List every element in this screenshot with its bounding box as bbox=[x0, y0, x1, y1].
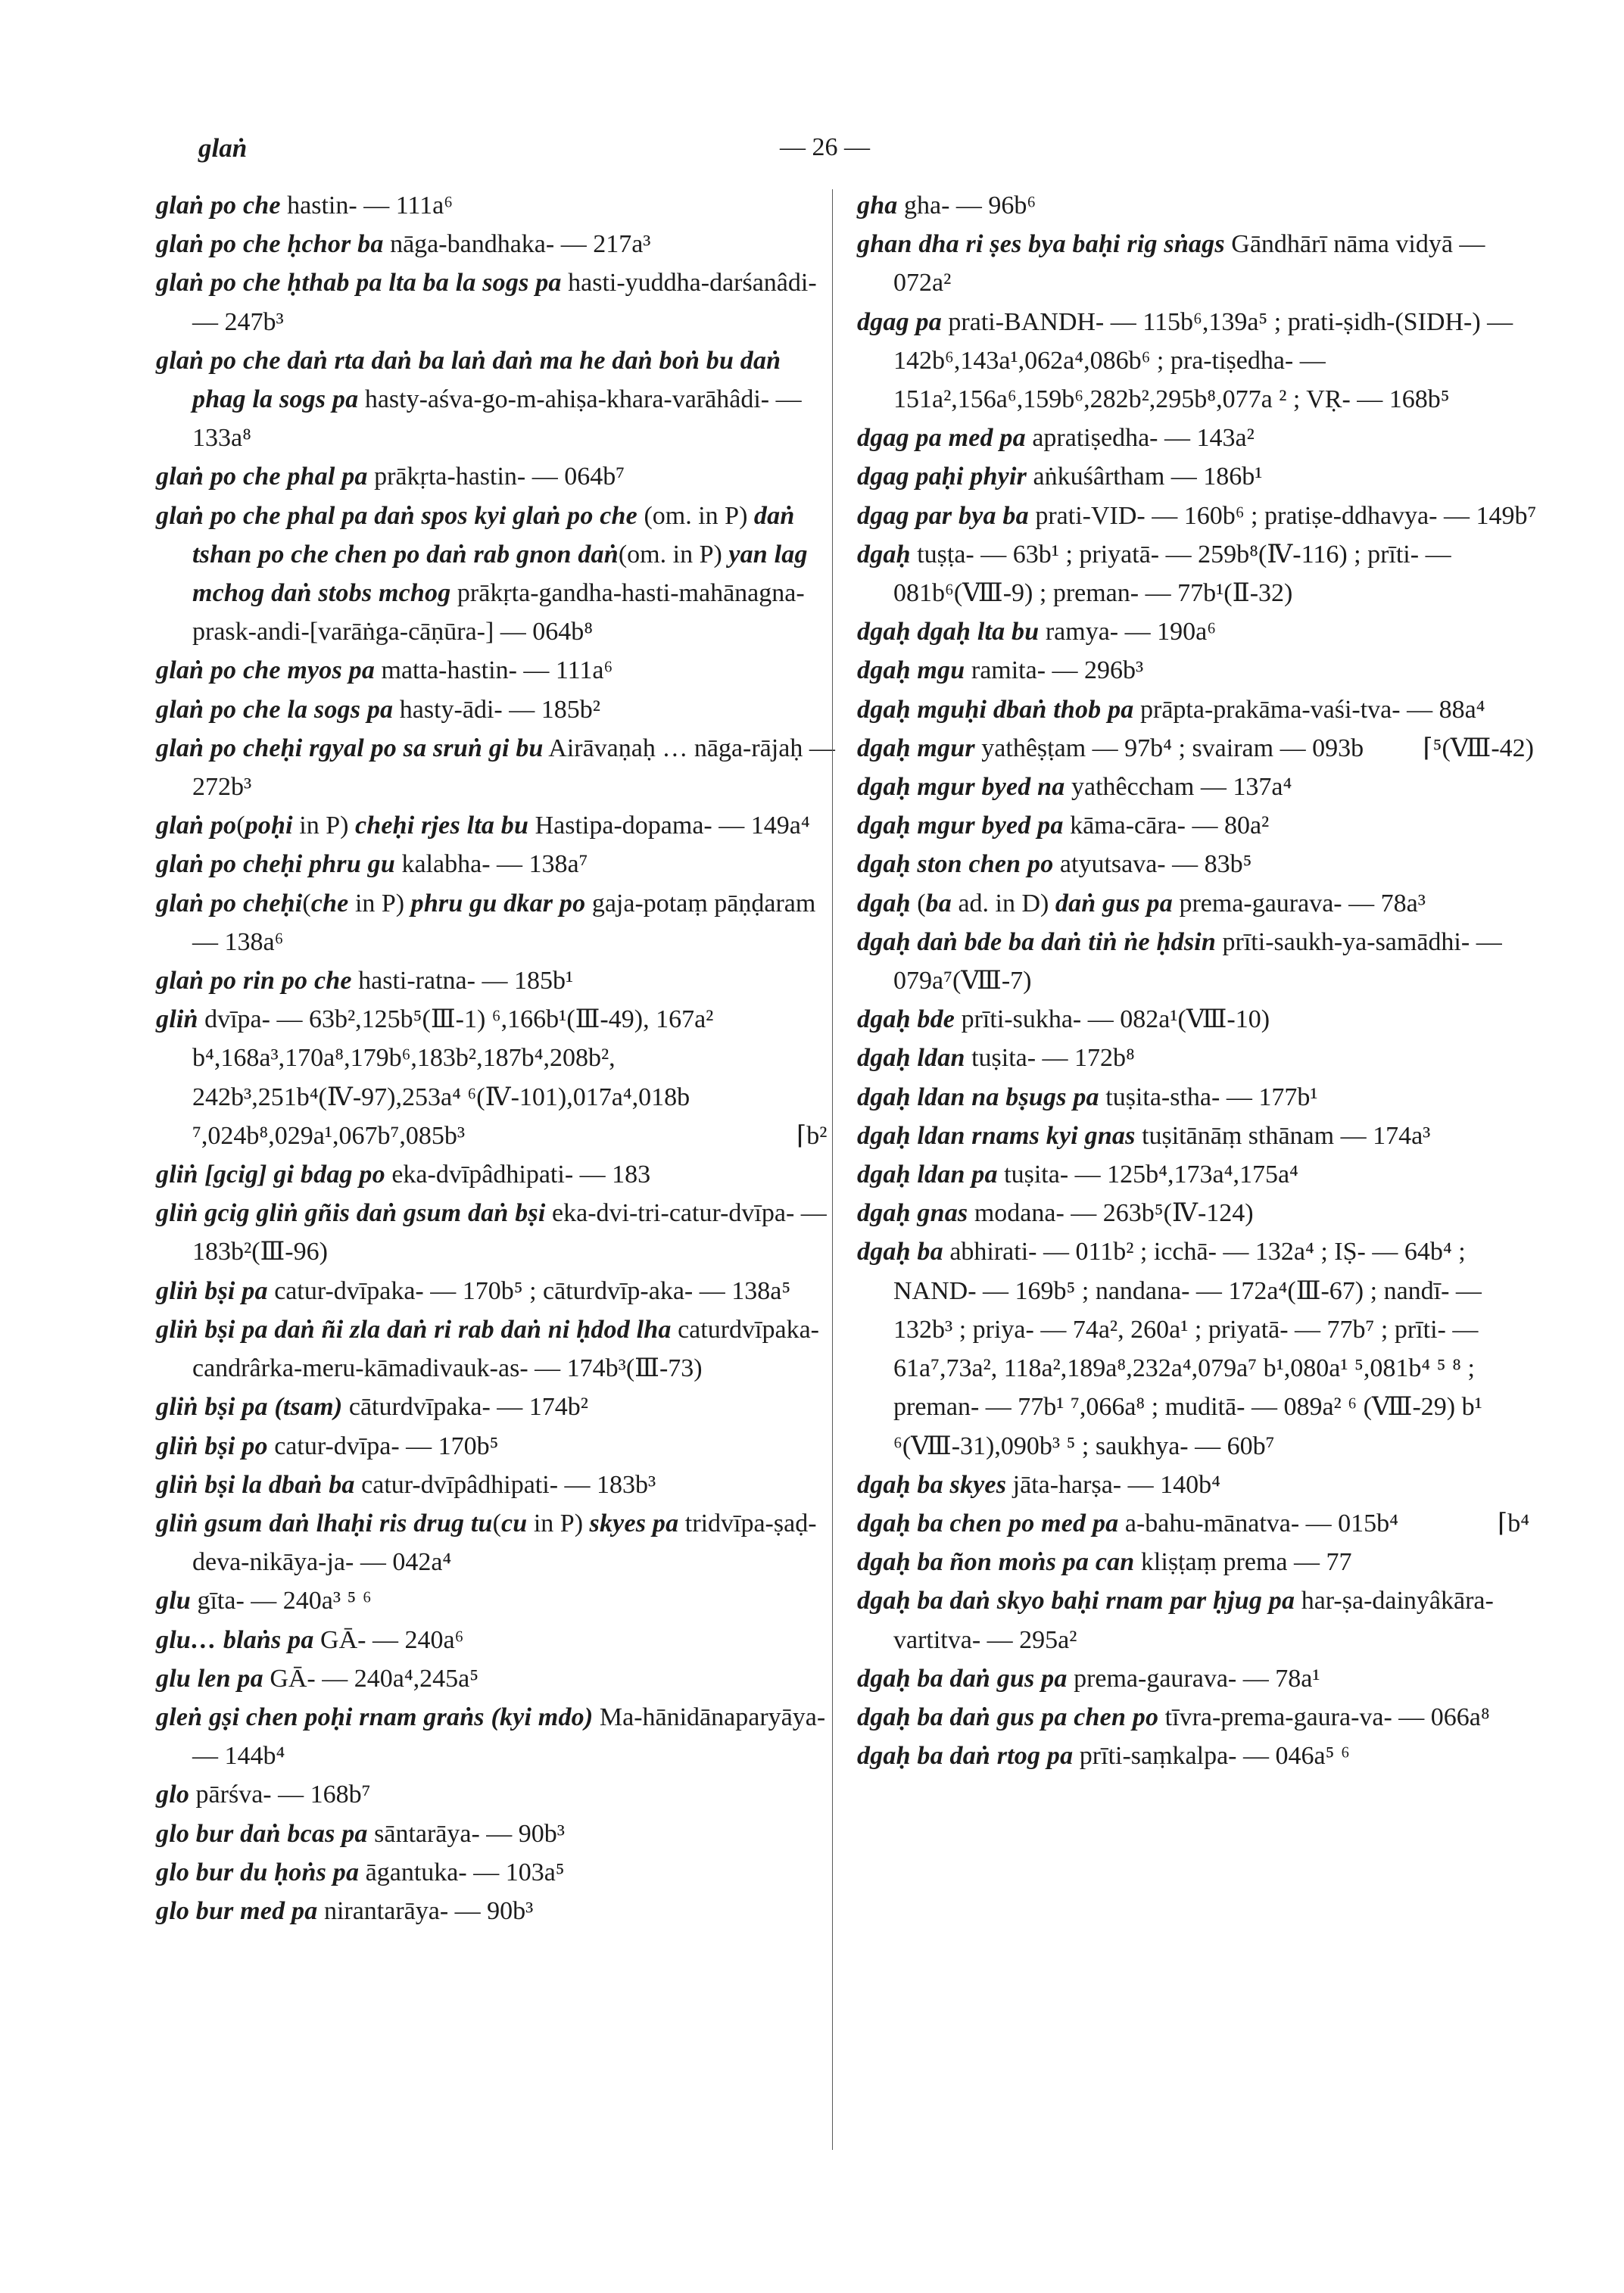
dictionary-entry bbox=[857, 806, 1538, 845]
sanskrit-equivalent: hasty-aśva-go-m-ahiṣa-khara-varāhâdi- — 133a⁸ bbox=[192, 385, 802, 453]
right-column bbox=[857, 186, 1538, 1775]
sanskrit-equivalent: har-ṣa-dainyâkāra-vartitva- — 295a² bbox=[893, 1587, 1494, 1654]
headword: glaṅ po che ḥchor ba bbox=[156, 230, 384, 259]
sanskrit-equivalent: gha- — 96b⁶ bbox=[897, 192, 1036, 220]
headword: dgaḥ ldan pa bbox=[857, 1161, 998, 1189]
dictionary-entry bbox=[857, 1078, 1538, 1117]
sanskrit-equivalent: dvīpa- — 63b²,125b⁵(Ⅲ-1) ⁶,166b¹(Ⅲ-49), 167a² b⁴,168a³,170a⁸,179b⁶,183b²,187b⁴,208b², 242b³,251b⁴(Ⅳ-97),253a⁴ ⁶(Ⅳ-101),017a⁴,018b ⁷,024b⁸,029a¹,067b⁷,085b³ bbox=[192, 1005, 714, 1150]
headword: dgaḥ mgu bbox=[857, 656, 965, 685]
dictionary-entry bbox=[156, 1621, 837, 1659]
sanskrit-equivalent: aṅkuśârtham — 186b¹ bbox=[1027, 463, 1263, 491]
headword: glaṅ po cheḥi rgyal po sa sruṅ gi bu bbox=[156, 734, 544, 762]
sanskrit-equivalent: prīti-saukh-ya-samādhi- — 079a⁷(Ⅷ-7) bbox=[893, 927, 1502, 995]
sanskrit-equivalent: GĀ- — 240a⁶ bbox=[313, 1625, 464, 1654]
headword-note: ( bbox=[910, 889, 926, 918]
dictionary-entry bbox=[156, 263, 837, 341]
dictionary-entry bbox=[156, 961, 837, 1000]
dictionary-entry bbox=[156, 1853, 837, 1892]
headword: gliṅ bṣi la dbaṅ ba bbox=[156, 1470, 355, 1499]
headword: dgaḥ ba daṅ rtog pa bbox=[857, 1742, 1074, 1771]
sanskrit-equivalent: jāta-harṣa- — 140b⁴ bbox=[1006, 1470, 1220, 1499]
headword: dgaḥ mgur byed pa bbox=[857, 812, 1064, 840]
headword-note: (om. in P) bbox=[618, 540, 729, 569]
headword: daṅ tshan po che chen po daṅ rab gnon daṅ bbox=[192, 501, 795, 569]
dictionary-entry bbox=[857, 651, 1538, 690]
headword: glaṅ po che la sogs pa bbox=[156, 695, 394, 724]
headword-note: in P) bbox=[348, 889, 411, 918]
sanskrit-equivalent: tuṣita- — 172b⁸ bbox=[965, 1044, 1135, 1073]
sanskrit-equivalent: hasty-ādi- — 185b² bbox=[393, 695, 600, 724]
headword: dgaḥ mgur byed na bbox=[857, 773, 1065, 802]
headword-note: (om. in P) bbox=[637, 501, 754, 530]
sanskrit-equivalent: gīta- — 240a³ ⁵ ⁶ bbox=[190, 1587, 372, 1615]
dictionary-entry bbox=[156, 497, 837, 652]
sanskrit-equivalent: cāturdvīpaka- — 174b² bbox=[342, 1393, 588, 1422]
dictionary-entry bbox=[156, 341, 837, 458]
sanskrit-equivalent: ramita- — 296b³ bbox=[965, 656, 1144, 685]
sanskrit-equivalent: prīti-sukha- — 082a¹(Ⅷ-10) bbox=[955, 1005, 1270, 1034]
headword-note: ad. in D) bbox=[951, 889, 1055, 918]
headword: dgaḥ ba bbox=[857, 1238, 943, 1266]
sanskrit-equivalent: prāpta-prakāma-vaśi-tva- — 88a⁴ bbox=[1133, 695, 1485, 724]
dictionary-entry bbox=[156, 1272, 837, 1310]
headword: dgag par bya ba bbox=[857, 501, 1029, 530]
dictionary-entry bbox=[156, 1155, 837, 1194]
headword: dgag pa med pa bbox=[857, 424, 1026, 453]
continuation-mark: ⌈⁵(Ⅷ-42) bbox=[1423, 734, 1534, 762]
sanskrit-equivalent: sāntarāya- — 90b³ bbox=[367, 1819, 566, 1848]
continuation-mark: ⌈b⁴ bbox=[1498, 1509, 1530, 1537]
sanskrit-equivalent: Hastipa-dopama- — 149a⁴ bbox=[528, 812, 810, 840]
dictionary-entry bbox=[857, 1155, 1538, 1194]
dictionary-entry bbox=[857, 1000, 1538, 1039]
dictionary-entry bbox=[156, 806, 837, 845]
sanskrit-equivalent: hastin- — 111a⁶ bbox=[280, 192, 454, 220]
dictionary-entry bbox=[156, 225, 837, 263]
sanskrit-equivalent: apratiṣedha- — 143a² bbox=[1025, 424, 1255, 453]
dictionary-entry bbox=[857, 1737, 1538, 1775]
sanskrit-equivalent: prākṛta-gandha-hasti-mahānagna-prask-andi-[varāṅga-cāṇūra-] — 064b⁸ bbox=[192, 579, 805, 646]
dictionary-entry bbox=[156, 729, 837, 806]
headword: dgaḥ daṅ bde ba daṅ tiṅ ṅe ḥdsin bbox=[857, 927, 1217, 956]
sanskrit-equivalent: Gāndhārī nāma vidyā — 072a² bbox=[893, 230, 1485, 298]
dictionary-entry bbox=[156, 1698, 837, 1775]
headword: ba bbox=[925, 889, 952, 918]
sanskrit-equivalent: pārśva- — 168b⁷ bbox=[189, 1781, 371, 1809]
continuation-mark: ⌈b² bbox=[796, 1121, 828, 1150]
dictionary-entry bbox=[857, 1504, 1538, 1543]
dictionary-entry bbox=[857, 612, 1538, 651]
dictionary-entry bbox=[156, 1581, 837, 1620]
dictionary-entry bbox=[857, 1117, 1538, 1155]
headword: glo bur du ḥoṅs pa bbox=[156, 1858, 360, 1886]
sanskrit-equivalent: prākṛta-hastin- — 064b⁷ bbox=[367, 463, 625, 491]
dictionary-entry bbox=[857, 497, 1538, 535]
dictionary-entry bbox=[156, 186, 837, 225]
headword-note: ( bbox=[302, 889, 311, 918]
sanskrit-equivalent: a-bahu-mānatva- — 015b⁴ bbox=[1118, 1509, 1399, 1537]
sanskrit-equivalent: yathêccham — 137a⁴ bbox=[1064, 773, 1292, 802]
headword: glaṅ po che myos pa bbox=[156, 656, 376, 685]
dictionary-entry bbox=[857, 1698, 1538, 1737]
dictionary-entry bbox=[156, 457, 837, 496]
page-header bbox=[0, 133, 1624, 179]
headword: dgaḥ dgaḥ lta bu bbox=[857, 618, 1040, 646]
dictionary-entry bbox=[857, 186, 1538, 225]
headword: gliṅ bṣi pa bbox=[156, 1276, 268, 1305]
sanskrit-equivalent: tuṣita-stha- — 177b¹ bbox=[1099, 1083, 1318, 1111]
dictionary-entry bbox=[156, 1466, 837, 1504]
headword: dgag pa bbox=[857, 307, 942, 336]
headword: dgag paḥi phyir bbox=[857, 463, 1027, 491]
headword: dgaḥ bbox=[857, 540, 911, 569]
sanskrit-equivalent: catur-dvīpâdhipati- — 183b³ bbox=[354, 1470, 656, 1499]
sanskrit-equivalent: prīti-saṃkalpa- — 046a⁵ ⁶ bbox=[1073, 1742, 1350, 1771]
sanskrit-equivalent: prati-VID- — 160b⁶ ; pratiṣe-ddhavya- — 149b⁷ bbox=[1028, 501, 1537, 530]
dictionary-entry bbox=[857, 1232, 1538, 1465]
headword: skyes pa bbox=[589, 1509, 679, 1537]
dictionary-entry bbox=[156, 1194, 837, 1271]
headword: glo bur med pa bbox=[156, 1896, 318, 1925]
sanskrit-equivalent: caturdvīpaka-candrârka-meru-kāmadivauk-as- — 174b³(Ⅲ-73) bbox=[192, 1315, 819, 1383]
headword: gliṅ bbox=[156, 1005, 198, 1034]
headword: gliṅ gcig gliṅ gñis daṅ gsum daṅ bṣi bbox=[156, 1199, 546, 1228]
headword: dgaḥ ba chen po med pa bbox=[857, 1509, 1119, 1537]
headword: gleṅ gṣi chen poḥi rnam graṅs (kyi mdo) bbox=[156, 1703, 594, 1731]
headword: glaṅ po che ḥthab pa lta ba la sogs pa bbox=[156, 269, 562, 298]
sanskrit-equivalent: prema-gaurava- — 78a¹ bbox=[1067, 1664, 1320, 1693]
sanskrit-equivalent: nāga-bandhaka- — 217a³ bbox=[383, 230, 651, 259]
headword: dgaḥ ldan na bṣugs pa bbox=[857, 1083, 1099, 1111]
dictionary-entry bbox=[156, 1427, 837, 1466]
dictionary-entry bbox=[857, 225, 1538, 302]
headword: glu… blaṅs pa bbox=[156, 1625, 314, 1654]
headword: glaṅ po bbox=[156, 812, 237, 840]
dictionary-entry bbox=[156, 845, 837, 883]
left-column bbox=[156, 186, 837, 1930]
sanskrit-equivalent: modana- — 263b⁵(Ⅳ-124) bbox=[968, 1199, 1254, 1228]
sanskrit-equivalent: tīvra-prema-gaura-va- — 066a⁸ bbox=[1158, 1703, 1490, 1731]
sanskrit-equivalent: kliṣṭaṃ prema — 77 bbox=[1134, 1548, 1352, 1577]
sanskrit-equivalent: ramya- — 190a⁶ bbox=[1039, 618, 1217, 646]
dictionary-entry bbox=[857, 1659, 1538, 1698]
headword: glo bur daṅ bcas pa bbox=[156, 1819, 368, 1848]
sanskrit-equivalent: tuṣṭa- — 63b¹ ; priyatā- — 259b⁸(Ⅳ-116) ; prīti- — 081b⁶(Ⅷ-9) ; preman- — 77b¹(Ⅱ-32) bbox=[893, 540, 1451, 608]
headword: glu len pa bbox=[156, 1664, 263, 1693]
dictionary-entry bbox=[156, 1504, 837, 1581]
sanskrit-equivalent: nirantarāya- — 90b³ bbox=[317, 1896, 534, 1925]
dictionary-entry bbox=[156, 884, 837, 961]
headword-note: in P) bbox=[292, 812, 355, 840]
headword: dgaḥ ba daṅ gus pa bbox=[857, 1664, 1068, 1693]
headword: dgaḥ bbox=[857, 889, 911, 918]
headword: gliṅ bṣi po bbox=[156, 1432, 268, 1460]
headword: glo bbox=[156, 1781, 190, 1809]
sanskrit-equivalent: eka-dvīpâdhipati- — 183 bbox=[385, 1161, 651, 1189]
dictionary-entry bbox=[857, 457, 1538, 496]
headword: dgaḥ ba ñon moṅs pa can bbox=[857, 1548, 1135, 1577]
headword: gliṅ [gcig] gi bdag po bbox=[156, 1161, 385, 1189]
headword: che bbox=[310, 889, 349, 918]
dictionary-entry bbox=[857, 1581, 1538, 1659]
headword: dgaḥ mguḥi dbaṅ thob pa bbox=[857, 695, 1134, 724]
headword: yan lag mchog daṅ stobs mchog bbox=[192, 540, 808, 608]
headword: dgaḥ ba daṅ gus pa chen po bbox=[857, 1703, 1159, 1731]
headword: daṅ gus pa bbox=[1055, 889, 1173, 918]
sanskrit-equivalent: tuṣitānāṃ sthānam — 174a³ bbox=[1135, 1121, 1431, 1150]
headword: dgaḥ mgur bbox=[857, 734, 975, 762]
dictionary-entry bbox=[156, 1815, 837, 1853]
dictionary-entry bbox=[857, 1543, 1538, 1581]
headword: glaṅ po che phal pa bbox=[156, 463, 368, 491]
running-head: glaṅ bbox=[198, 133, 248, 163]
headword: dgaḥ gnas bbox=[857, 1199, 968, 1228]
headword: cheḥi rjes lta bu bbox=[354, 812, 529, 840]
headword: dgaḥ ldan rnams kyi gnas bbox=[857, 1121, 1136, 1150]
sanskrit-equivalent: catur-dvīpaka- — 170b⁵ ; cāturdvīp-aka- — 138a⁵ bbox=[267, 1276, 791, 1305]
sanskrit-equivalent: kāma-cāra- — 80a² bbox=[1063, 812, 1270, 840]
headword: gha bbox=[857, 192, 898, 220]
sanskrit-equivalent: tuṣita- — 125b⁴,173a⁴,175a⁴ bbox=[997, 1161, 1298, 1189]
sanskrit-equivalent: GĀ- — 240a⁴,245a⁵ bbox=[263, 1664, 479, 1693]
column-divider bbox=[832, 189, 833, 2150]
sanskrit-equivalent: eka-dvi-tri-catur-dvīpa- — 183b²(Ⅲ-96) bbox=[192, 1199, 827, 1266]
sanskrit-equivalent: matta-hastin- — 111a⁶ bbox=[375, 656, 613, 685]
dictionary-entry bbox=[857, 303, 1538, 419]
headword: dgaḥ bde bbox=[857, 1005, 955, 1034]
dictionary-entry bbox=[156, 690, 837, 729]
sanskrit-equivalent: catur-dvīpa- — 170b⁵ bbox=[267, 1432, 499, 1460]
dictionary-entry bbox=[857, 1039, 1538, 1077]
headword: glaṅ po che phal pa daṅ spos kyi glaṅ po che bbox=[156, 501, 637, 530]
sanskrit-equivalent: Ma-hānidānaparyāya- — 144b⁴ bbox=[192, 1703, 826, 1771]
headword-note: ( bbox=[492, 1509, 501, 1537]
headword: glu bbox=[156, 1587, 191, 1615]
dictionary-entry bbox=[857, 845, 1538, 883]
headword: glaṅ po cheḥi bbox=[156, 889, 303, 918]
dictionary-entry bbox=[857, 923, 1538, 1000]
headword: dgaḥ ba skyes bbox=[857, 1470, 1007, 1499]
headword: cu bbox=[500, 1509, 528, 1537]
headword: glaṅ po cheḥi phru gu bbox=[156, 850, 395, 879]
sanskrit-equivalent: atyutsava- — 83b⁵ bbox=[1053, 850, 1252, 879]
dictionary-entry bbox=[857, 419, 1538, 457]
headword: gliṅ bṣi pa daṅ ñi zla daṅ ri rab daṅ ni ḥdod lha bbox=[156, 1315, 672, 1344]
headword: dgaḥ ldan bbox=[857, 1044, 965, 1073]
sanskrit-equivalent: Airāvaṇaḥ … nāga-rājaḥ — 272b³ bbox=[192, 734, 835, 802]
dictionary-entry bbox=[156, 1775, 837, 1814]
headword: poḥi bbox=[245, 812, 293, 840]
sanskrit-equivalent: yathêṣṭam — 97b⁴ ; svairam — 093b bbox=[974, 734, 1364, 762]
sanskrit-equivalent: kalabha- — 138a⁷ bbox=[394, 850, 588, 879]
dictionary-entry bbox=[857, 1466, 1538, 1504]
dictionary-entry bbox=[857, 768, 1538, 806]
sanskrit-equivalent: prema-gaurava- — 78a³ bbox=[1172, 889, 1426, 918]
dictionary-entry bbox=[156, 651, 837, 690]
sanskrit-equivalent: prati-BANDH- — 115b⁶,139a⁵ ; prati-ṣidh-(SIDH-) — 142b⁶,143a¹,062a⁴,086b⁶ ; pra-tiṣedha- — 151a²,156a⁶,159b⁶,282b²,295b⁸,077a ² ; VṚ- — 168b⁵ bbox=[893, 307, 1513, 414]
sanskrit-equivalent: hasti-ratna- — 185b¹ bbox=[351, 967, 574, 995]
dictionary-entry bbox=[857, 1194, 1538, 1232]
headword: ghan dha ri ṣes bya baḥi rig sṅags bbox=[857, 230, 1225, 259]
headword-note: ( bbox=[236, 812, 245, 840]
headword: phru gu dkar po bbox=[410, 889, 586, 918]
headword: gliṅ bṣi pa (tsam) bbox=[156, 1393, 343, 1422]
sanskrit-equivalent: hasti-yuddha-darśanâdi- — 247b³ bbox=[192, 269, 817, 336]
headword: glaṅ po rin po che bbox=[156, 967, 352, 995]
dictionary-entry bbox=[156, 1388, 837, 1426]
headword: dgaḥ ston chen po bbox=[857, 850, 1054, 879]
sanskrit-equivalent: āgantuka- — 103a⁵ bbox=[359, 1858, 565, 1886]
headword: glaṅ po che bbox=[156, 192, 281, 220]
dictionary-entry bbox=[857, 884, 1538, 923]
dictionary-entry bbox=[156, 1659, 837, 1698]
page-number: — 26 — bbox=[780, 133, 870, 161]
headword: glaṅ po che daṅ rta daṅ ba laṅ daṅ ma he daṅ boṅ bu daṅ phag la sogs pa bbox=[156, 346, 781, 414]
sanskrit-equivalent: gaja-potaṃ pāṇḍaram — 138a⁶ bbox=[192, 889, 816, 956]
sanskrit-equivalent: abhirati- — 011b² ; icchā- — 132a⁴ ; IṢ- — 64b⁴ ; NAND- — 169b⁵ ; nandana- — 172a⁴(Ⅲ-67) ; nandī- — 132b³ ; priya- — 74a², 260a¹ ; priyatā- — 77b⁷ ; prīti- — 61a⁷,73a², 118a²,189a⁸,232a⁴,079a⁷ b¹,080a¹ ⁵,081b⁴ ⁵ ⁸ ; preman- — 77b¹ ⁷,066a⁸ ; muditā- — 089a² ⁶ (Ⅷ-29) b¹ ⁶(Ⅷ-31),090b³ ⁵ ; saukhya- — 60b⁷ bbox=[893, 1238, 1482, 1460]
dictionary-entry bbox=[156, 1892, 837, 1930]
dictionary-entry bbox=[156, 1000, 837, 1155]
headword-note: in P) bbox=[527, 1509, 590, 1537]
dictionary-entry bbox=[156, 1310, 837, 1388]
headword: dgaḥ ba daṅ skyo baḥi rnam par ḥjug pa bbox=[857, 1587, 1295, 1615]
sanskrit-equivalent: tridvīpa-ṣaḍ-deva-nikāya-ja- — 042a⁴ bbox=[192, 1509, 817, 1577]
headword: gliṅ gsum daṅ lhaḥi ris drug tu bbox=[156, 1509, 493, 1537]
dictionary-entry bbox=[857, 535, 1538, 612]
